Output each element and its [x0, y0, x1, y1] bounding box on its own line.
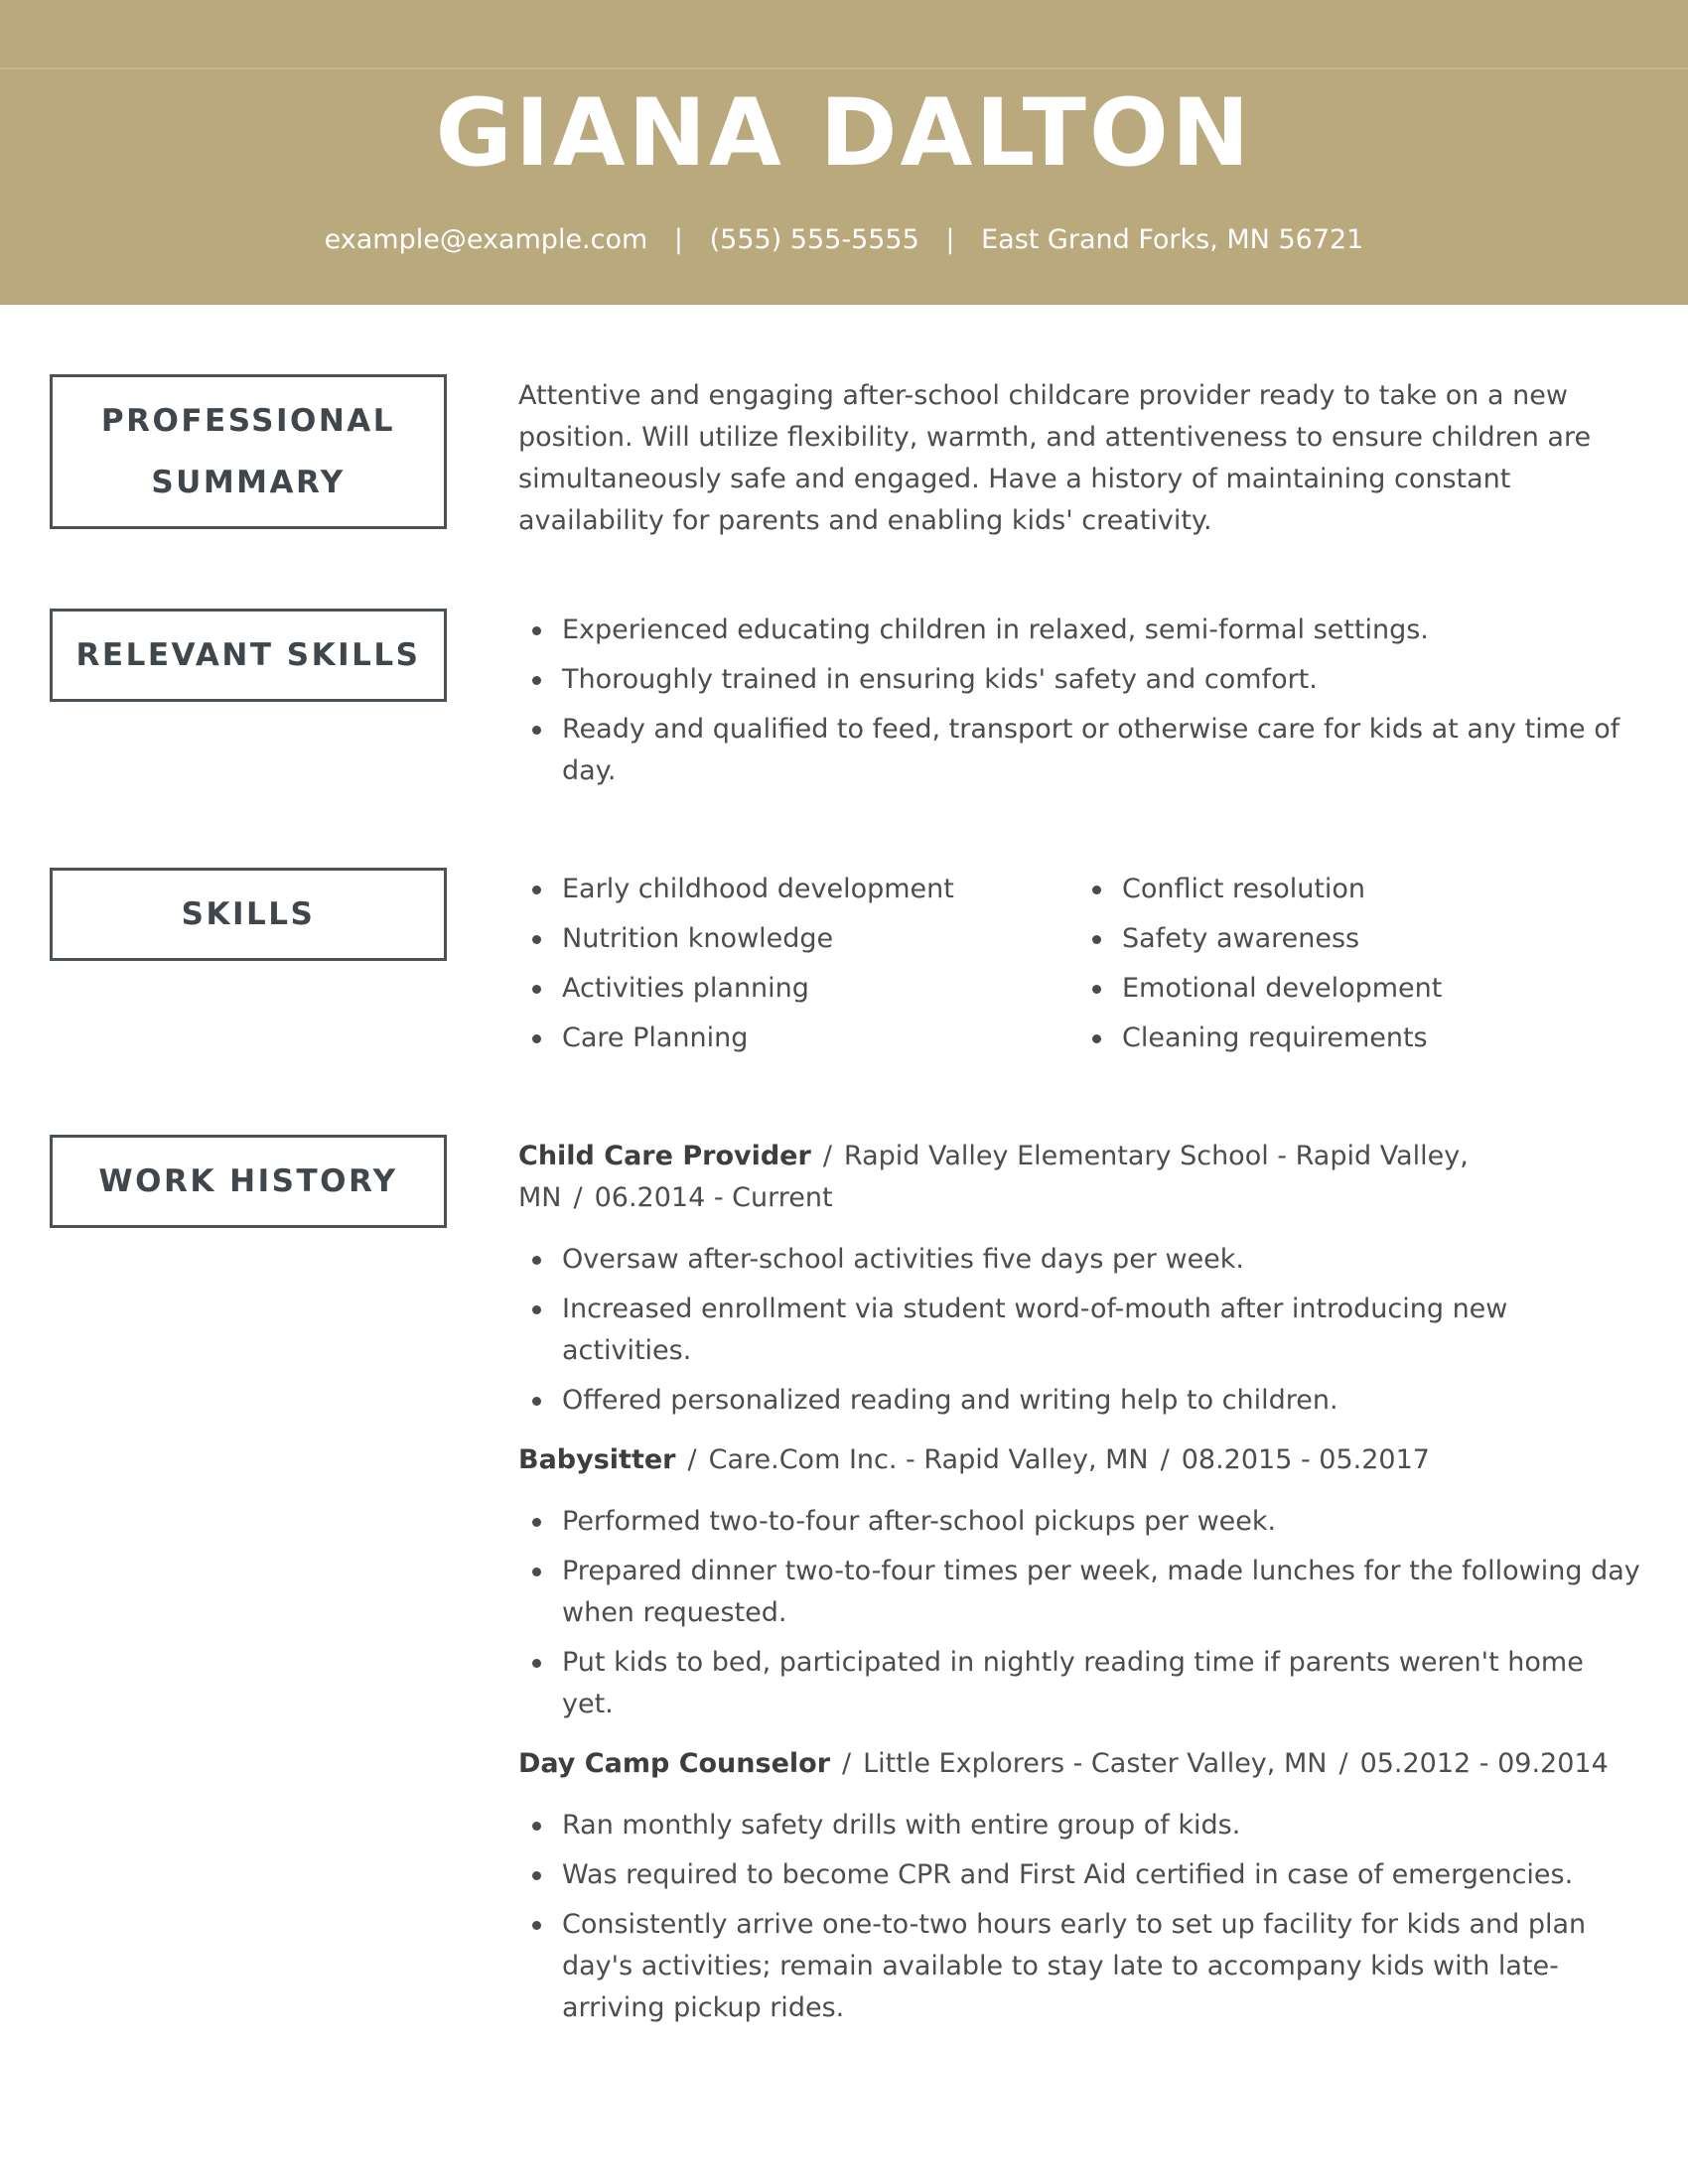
section-label-text: RELEVANT SKILLS: [75, 637, 421, 673]
header-divider: [0, 68, 1688, 69]
section-label-text: WORK HISTORY: [98, 1163, 398, 1199]
list-item: Activities planning: [518, 968, 1078, 1010]
job-heading-separator: /: [687, 1444, 697, 1475]
job-heading-separator: /: [1160, 1444, 1170, 1475]
list-item: Care Planning: [518, 1018, 1078, 1059]
list-item: Experienced educating children in relaxed, semi-formal settings.: [518, 610, 1640, 651]
job-entry: [518, 1743, 1640, 2029]
job-dates: 06.2014 - Current: [594, 1182, 833, 1213]
candidate-name: GIANA DALTON: [435, 79, 1253, 188]
relevant-skills-list: [518, 610, 1640, 792]
list-item: Prepared dinner two-to-four times per week, made lunches for the following day when requested.: [518, 1551, 1640, 1634]
contact-separator: |: [673, 224, 684, 255]
list-item: Conflict resolution: [1078, 869, 1638, 910]
section-label-skills: [50, 868, 447, 961]
job-bullets: [518, 1501, 1640, 1725]
job-entry: [518, 1439, 1640, 1725]
job-heading: [518, 1439, 1640, 1481]
job-dates: 05.2012 - 09.2014: [1359, 1748, 1609, 1779]
job-employer: Rapid Valley Elementary School - Rapid Valley, MN: [518, 1141, 1469, 1213]
contact-line: [0, 220, 1688, 260]
job-employer: Care.Com Inc. - Rapid Valley, MN: [708, 1444, 1149, 1475]
list-item: Ran monthly safety drills with entire group of kids.: [518, 1805, 1640, 1846]
list-item: Cleaning requirements: [1078, 1018, 1638, 1059]
section-label-work-history: [50, 1135, 447, 1228]
relevant-skills: [518, 610, 1640, 800]
job-heading-separator: /: [842, 1748, 852, 1779]
summary-text: Attentive and engaging after-school childcare provider ready to take on a new position. Will utilize flexibility, warmth, and attentiveness to ensure children are simultaneously safe and engaged. Have a history of maintaining constant availability for parents and enabling kids' creativity.: [518, 380, 1592, 536]
job-heading: [518, 1743, 1640, 1785]
list-item: Offered personalized reading and writing help to children.: [518, 1380, 1640, 1422]
section-label-professional-summary: [50, 374, 447, 529]
skills: [518, 869, 1640, 1067]
resume-header: [0, 0, 1688, 305]
list-item: Ready and qualified to feed, transport or otherwise care for kids at any time of day.: [518, 709, 1640, 792]
job-employer: Little Explorers - Caster Valley, MN: [863, 1748, 1328, 1779]
job-bullets: [518, 1805, 1640, 2029]
list-item: Nutrition knowledge: [518, 918, 1078, 960]
job-dates: 08.2015 - 05.2017: [1181, 1444, 1430, 1475]
section-label-text: PROFESSIONAL SUMMARY: [100, 403, 396, 500]
job-title: Child Care Provider: [518, 1141, 811, 1171]
contact-phone: (555) 555-5555: [709, 224, 919, 255]
list-item: Emotional development: [1078, 968, 1638, 1010]
list-item: Oversaw after-school activities five days per week.: [518, 1239, 1640, 1281]
contact-separator: |: [945, 224, 955, 255]
skills-column-right: [1078, 869, 1638, 1067]
section-label-relevant-skills: [50, 609, 447, 702]
professional-summary: [518, 375, 1640, 542]
job-bullets: [518, 1239, 1640, 1422]
list-item: Was required to become CPR and First Aid certified in case of emergencies.: [518, 1854, 1640, 1896]
job-heading-separator: /: [573, 1182, 583, 1213]
list-item: Put kids to bed, participated in nightly reading time if parents weren't home yet.: [518, 1642, 1640, 1725]
skills-column-left: [518, 869, 1078, 1067]
work-history: [518, 1136, 1640, 2047]
job-heading-separator: /: [822, 1141, 832, 1171]
list-item: Thoroughly trained in ensuring kids' safety and comfort.: [518, 659, 1640, 701]
list-item: Early childhood development: [518, 869, 1078, 910]
job-heading-separator: /: [1338, 1748, 1348, 1779]
job-title: Babysitter: [518, 1444, 676, 1475]
job-heading: [518, 1136, 1640, 1219]
job-entry: [518, 1136, 1640, 1422]
section-label-text: SKILLS: [181, 896, 316, 932]
contact-location: East Grand Forks, MN 56721: [981, 224, 1364, 255]
list-item: Safety awareness: [1078, 918, 1638, 960]
skills-grid: [518, 869, 1640, 1067]
list-item: Consistently arrive one-to-two hours early to set up facility for kids and plan day's activities; remain available to stay late to accompany kids with late-arriving pickup rides.: [518, 1904, 1640, 2029]
contact-email: example@example.com: [324, 224, 648, 255]
list-item: Increased enrollment via student word-of-mouth after introducing new activities.: [518, 1289, 1640, 1372]
job-title: Day Camp Counselor: [518, 1748, 831, 1779]
list-item: Performed two-to-four after-school pickups per week.: [518, 1501, 1640, 1543]
